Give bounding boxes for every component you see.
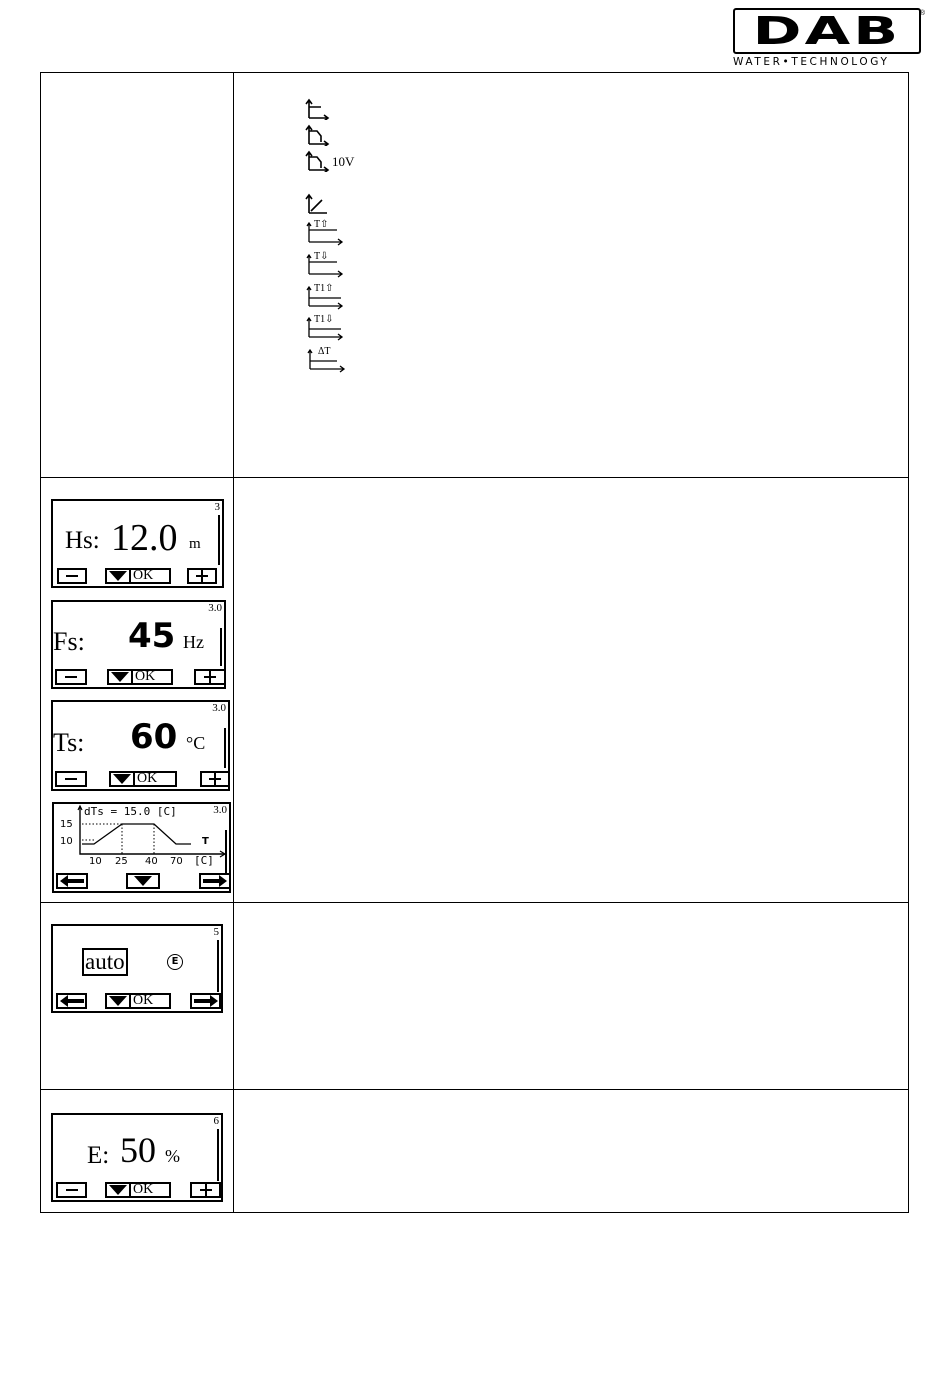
- down-triangle-icon: [111, 672, 129, 682]
- down-button[interactable]: [126, 873, 160, 889]
- temperature-fall-icon: [305, 252, 347, 278]
- down-triangle-icon: [109, 571, 127, 581]
- right-arrow-icon: [202, 875, 228, 887]
- x-tick-label: 70: [170, 856, 183, 867]
- param-label: Ts:: [53, 728, 85, 757]
- page-number: 3.0: [212, 702, 226, 714]
- icon-label-t1-fall: T1⇩: [314, 314, 334, 325]
- down-ok-button[interactable]: [105, 993, 171, 1009]
- logo-tagline: WATER•TECHNOLOGY: [733, 56, 890, 68]
- param-unit: °C: [186, 733, 206, 753]
- ok-label: OK: [133, 1182, 154, 1197]
- page-number: 3: [214, 501, 220, 513]
- param-label: Fs:: [53, 627, 85, 656]
- right-arrow-button[interactable]: [190, 993, 221, 1009]
- lcd-screen-auto-mode: [51, 924, 223, 1013]
- lcd-screen-temperature-setpoint: [51, 700, 230, 791]
- down-triangle-icon: [109, 1185, 127, 1195]
- ok-label: OK: [137, 771, 158, 786]
- minus-button[interactable]: [55, 669, 87, 685]
- page-number: 3.0: [208, 602, 222, 614]
- scrollbar[interactable]: [217, 1129, 219, 1181]
- proportional-pressure-10v-icon: [305, 150, 355, 172]
- down-triangle-icon: [109, 996, 127, 1006]
- param-unit: %: [165, 1146, 180, 1166]
- page-number: 3.0: [213, 804, 227, 816]
- y-tick-label: 10: [60, 836, 73, 847]
- logo-box: [733, 8, 921, 54]
- lcd-screen-delta-t-graph: [52, 802, 231, 893]
- constant-curve-icon: [305, 193, 331, 215]
- icon-label-delta-t: ΔT: [318, 346, 331, 357]
- lcd-screen-frequency-setpoint: [51, 600, 226, 689]
- proportional-pressure-icon: [305, 124, 331, 146]
- row-divider-2: [41, 902, 908, 903]
- plus-button[interactable]: [200, 771, 230, 787]
- y-tick-label: 15: [60, 819, 73, 830]
- down-ok-button[interactable]: [105, 1182, 171, 1198]
- param-unit: Hz: [183, 632, 204, 652]
- param-value: 45: [128, 616, 176, 656]
- icon-label-t1-rise: T1⇧: [314, 283, 334, 294]
- param-value: 60: [130, 717, 178, 757]
- x-axis-label: T: [202, 836, 209, 847]
- delta-t-icon: [305, 347, 347, 373]
- minus-button[interactable]: [57, 568, 87, 584]
- page-number: 6: [213, 1115, 219, 1127]
- x-tick-label: 25: [115, 856, 128, 867]
- scrollbar[interactable]: [220, 628, 222, 666]
- mode-value[interactable]: auto: [82, 948, 128, 976]
- param-value: 12.0: [111, 517, 178, 559]
- left-arrow-button[interactable]: [56, 993, 87, 1009]
- icon-label-t-fall: T⇩: [314, 251, 329, 262]
- scrollbar[interactable]: [224, 728, 226, 768]
- constant-pressure-icon: [305, 98, 331, 120]
- x-tick-label: 40: [145, 856, 158, 867]
- ok-label: OK: [135, 669, 156, 684]
- temperature-rise-icon: [305, 220, 347, 246]
- eco-symbol-icon: E: [167, 954, 183, 970]
- t1-temperature-rise-icon: [305, 284, 347, 310]
- param-unit: m: [189, 536, 201, 552]
- page-number: 5: [213, 926, 219, 938]
- graph-title: dTs = 15.0 [C]: [84, 805, 177, 818]
- minus-button[interactable]: [55, 771, 87, 787]
- down-triangle-icon: [113, 774, 131, 784]
- right-arrow-button[interactable]: [199, 873, 231, 889]
- row-divider-1: [41, 477, 908, 478]
- down-ok-button[interactable]: [105, 568, 171, 584]
- row-divider-3: [41, 1089, 908, 1090]
- lcd-screen-economy-percentage: [51, 1113, 223, 1202]
- right-arrow-icon: [193, 995, 219, 1007]
- x-unit-label: [C]: [194, 854, 214, 867]
- scrollbar[interactable]: [217, 940, 219, 992]
- logo-brand: DAB: [752, 9, 902, 53]
- down-ok-button[interactable]: [109, 771, 177, 787]
- column-divider: [233, 73, 234, 1212]
- dab-logo: [733, 8, 925, 68]
- plus-button[interactable]: [187, 568, 217, 584]
- icon-label-t-rise: T⇧: [314, 219, 329, 230]
- left-arrow-icon: [59, 995, 85, 1007]
- t1-temperature-fall-icon: [305, 315, 347, 341]
- param-label: Hs:: [65, 527, 100, 554]
- down-ok-button[interactable]: [107, 669, 173, 685]
- param-value: 50: [120, 1130, 156, 1170]
- scrollbar[interactable]: [218, 515, 220, 565]
- param-label: E:: [87, 1142, 110, 1169]
- ok-label: OK: [133, 993, 154, 1008]
- logo-registered-mark: ®: [919, 10, 925, 17]
- ok-label: OK: [133, 568, 154, 583]
- icon-label-10v: 10V: [332, 154, 355, 169]
- x-tick-label: 10: [89, 856, 102, 867]
- down-triangle-icon: [134, 876, 152, 886]
- plus-button[interactable]: [190, 1182, 221, 1198]
- lcd-screen-head-setpoint: [51, 499, 224, 588]
- plus-button[interactable]: [194, 669, 226, 685]
- left-arrow-button[interactable]: [56, 873, 88, 889]
- left-arrow-icon: [59, 875, 85, 887]
- minus-button[interactable]: [56, 1182, 87, 1198]
